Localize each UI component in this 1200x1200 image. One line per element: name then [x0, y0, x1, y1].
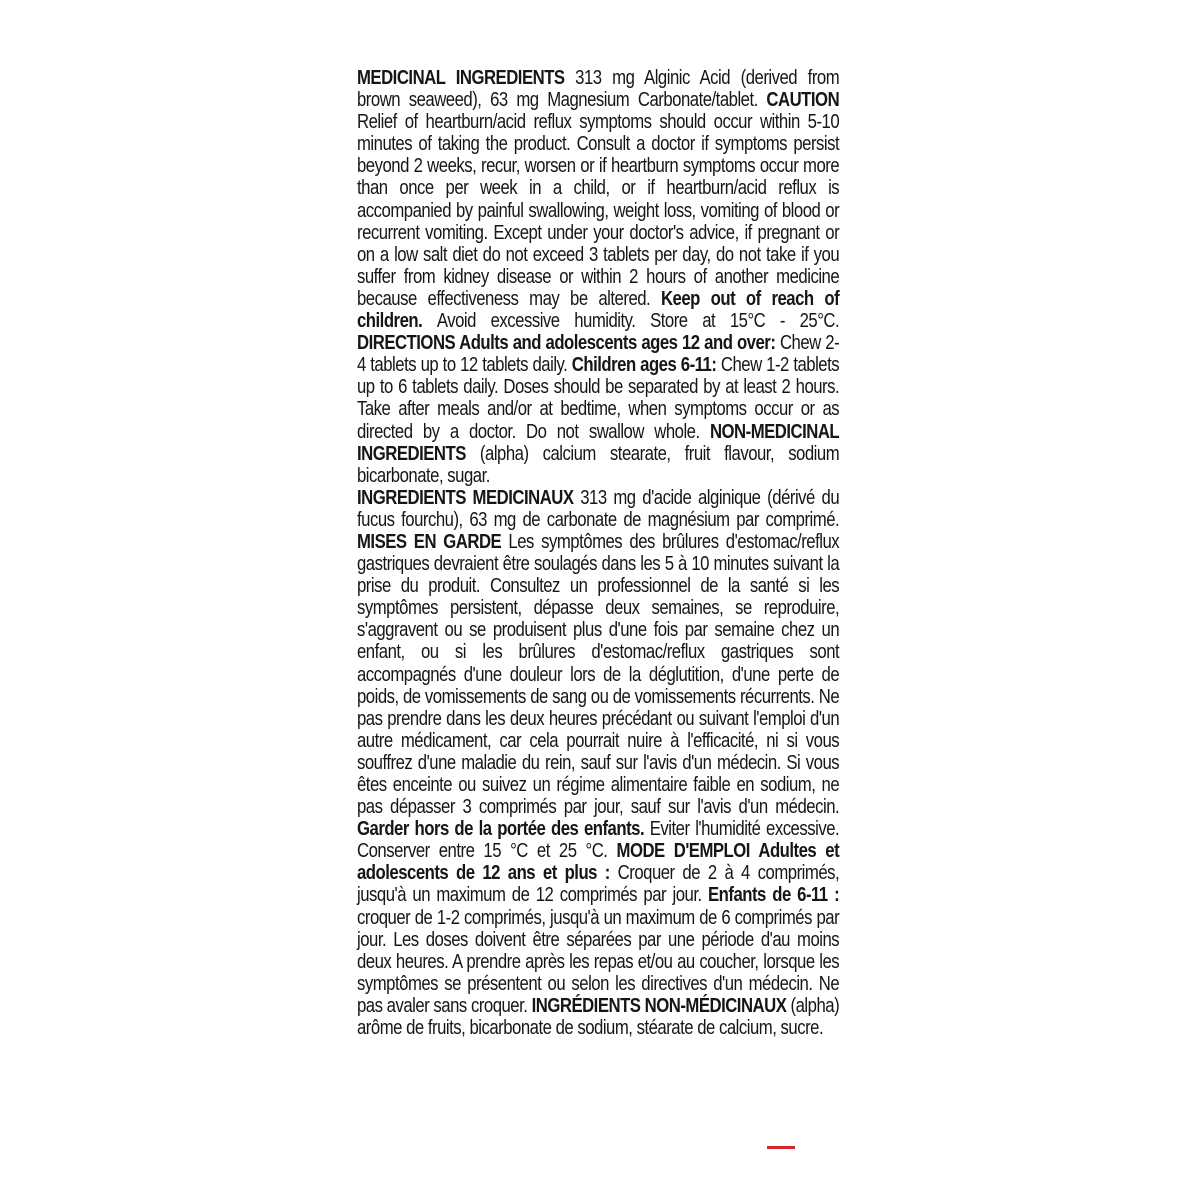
children-dosage-text: Chew 1-2 tablets up to 6 tablets daily. Doses should be separated by at least 2 hours. Take after meals and/or at bedtime, when symptoms occur or as directed by a doctor. Do not swallow whole. [357, 354, 840, 443]
enfants-posologie-text: croquer de 1-2 comprimés, jusqu'à un maximum de 6 comprimés par jour. Les doses doivent être séparées par une période d'au moins deux heures. A prendre après les repas et/ou au coucher, lorsque les symptômes se présentent ou selon les directives d'un médecin. Ne pas avaler sans croquer. [357, 906, 840, 1017]
heading-mode-emploi-adultes: MODE D'EMPLOI Adultes et adolescents de 12 ans et plus : [357, 840, 840, 885]
adultes-posologie-text: Croquer de 2 à 4 comprimés, jusqu'à un maximum de 12 comprimés par jour. [357, 862, 840, 907]
adult-dosage-text: Chew 2-4 tablets up to 12 tablets daily. [357, 332, 840, 377]
heading-directions-adults: DIRECTIONS Adults and adolescents ages 12 and over: [357, 332, 780, 355]
non-medicinal-ingredients-text: (alpha) calcium stearate, fruit flavour, sodium bicarbonate, sugar. [357, 442, 840, 487]
heading-mises-en-garde: MISES EN GARDE [357, 530, 509, 553]
heading-caution: CAUTION [766, 89, 840, 112]
red-accent-mark [767, 1146, 795, 1149]
heading-ingredients-medicinaux: INGREDIENTS MEDICINAUX [357, 486, 581, 509]
heading-children: Children ages 6-11: [571, 354, 721, 377]
ingredients-medicinaux-text: 313 mg d'acide alginique (dérivé du fucus fourchu), 63 mg de carbonate de magnésium par comprimé. [357, 486, 840, 531]
medicinal-ingredients-text: 313 mg Alginic Acid (derived from brown seaweed), 63 mg Magnesium Carbonate/tablet. [357, 67, 840, 112]
conservation-text: Eviter l'humidité excessive. Conserver entre 15 °C et 25 °C. [357, 818, 840, 863]
english-label-text [357, 67, 839, 487]
heading-non-medicinal-ingredients: NON-MEDICINAL INGREDIENTS [357, 420, 840, 465]
keep-out-of-reach-warning: Keep out of reach of children. [357, 287, 840, 333]
mises-en-garde-text: Les symptômes des brûlures d'estomac/reflux gastriques devraient être soulagés dans les 5 à 10 minutes suivant la prise du produit. Consultez un professionnel de la santé si les symptômes persistent, dépasse deux semaines, se reproduire, s'aggravent ou se produisent plus d'une fois par semaine chez un enfant, ou si les brûlures d'estomac/reflux gastriques sont accompagnés d'une douleur lors de la déglutition, d'une perte de poids, de vomissements de sang ou de vomissements récurrents. Ne pas prendre dans les deux heures précédant ou suivant l'emploi d'un autre médicament, car cela pourrait nuire à l'efficacité, ni si vous souffrez d'une maladie du rein, sauf sur l'avis d'un médecin. Si vous êtes enceinte ou suivez un régime alimentaire faible en sodium, ne pas dépasser 3 comprimés par jour, sauf sur l'avis d'un médecin. [357, 530, 840, 819]
heading-enfants: Enfants de 6-11 : [707, 884, 840, 907]
heading-medicinal-ingredients: MEDICINAL INGREDIENTS [357, 67, 576, 89]
ingredients-non-medicinaux-text: (alpha) arôme de fruits, bicarbonate de sodium, stéarate de calcium, sucre. [357, 994, 840, 1040]
caution-text: Relief of heartburn/acid reflux symptoms should occur within 5-10 minutes of taking the product. Consult a doctor if symptoms persist beyond 2 weeks, recur, worsen or if heartburn symptoms occur more than once per week in a child, or if heartburn/acid reflux is accompanied by painful swallowing, weight loss, vomiting of blood or recurrent vomiting. Except under your doctor's advice, if pregnant or on a low salt diet do not exceed 3 tablets per day, do not take if you suffer from kidney disease or within 2 hours of another medicine because effectiveness may be altered. [357, 111, 840, 310]
heading-ingredients-non-medicinaux: INGRÉDIENTS NON-MÉDICINAUX [531, 994, 791, 1017]
storage-text: Avoid excessive humidity. Store at 15°C - 25°C. [436, 310, 840, 333]
french-label-text [357, 487, 839, 1039]
product-label-text-panel [357, 67, 839, 1039]
garder-hors-portee-warning: Garder hors de la portée des enfants. [357, 818, 650, 841]
